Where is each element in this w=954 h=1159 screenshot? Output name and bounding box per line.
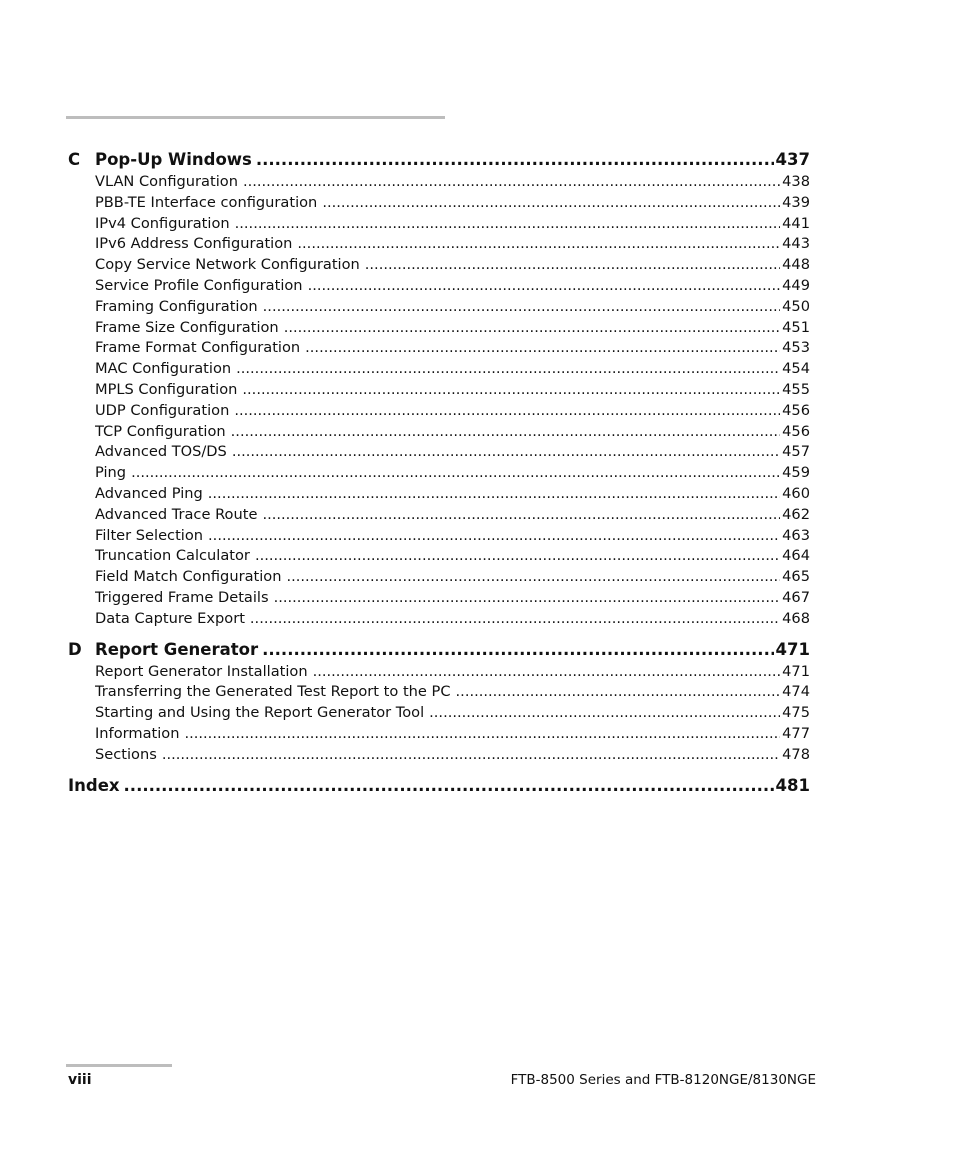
toc-entry[interactable] [95, 401, 810, 422]
dot-leader [297, 234, 780, 255]
toc-entry-title: Frame Format Configuration [95, 339, 301, 357]
toc-section-c [68, 148, 810, 630]
toc-entry-page: 441 [782, 214, 810, 232]
toc-entry-page: 453 [782, 339, 810, 357]
dot-leader [256, 148, 774, 172]
toc-entry[interactable] [95, 255, 810, 276]
toc-index-heading[interactable] [68, 774, 810, 798]
dot-leader [286, 567, 780, 588]
toc-entry[interactable] [95, 505, 810, 526]
toc-entry-page: 467 [782, 588, 810, 606]
dot-leader [234, 401, 780, 422]
dot-leader [208, 484, 780, 505]
toc-entry-page: 464 [782, 547, 810, 565]
toc-entry-title: UDP Configuration [95, 401, 230, 419]
toc-entry-title: TCP Configuration [95, 422, 226, 440]
toc-entry[interactable] [95, 234, 810, 255]
toc-entry-title: Report Generator Installation [95, 662, 308, 680]
toc-entry[interactable] [95, 588, 810, 609]
toc-entry[interactable] [95, 380, 810, 401]
toc-entry-page: 478 [782, 745, 810, 763]
toc-entry[interactable] [95, 172, 810, 193]
toc-entry-title: Information [95, 724, 180, 742]
toc-entry-title: Advanced Trace Route [95, 505, 258, 523]
toc-entry[interactable] [95, 724, 810, 745]
toc-entry-page: 456 [782, 401, 810, 419]
dot-leader [262, 638, 773, 662]
toc-index [68, 774, 810, 798]
toc-entry[interactable] [95, 442, 810, 463]
toc-entry-title: Field Match Configuration [95, 568, 282, 586]
toc-entry-title: VLAN Configuration [95, 173, 238, 190]
toc-entry[interactable] [95, 567, 810, 588]
toc-entry-title: Data Capture Export [95, 609, 245, 627]
dot-leader [284, 318, 780, 339]
toc-entry-title: PBB-TE Interface configuration [95, 193, 318, 211]
toc-entry[interactable] [95, 484, 810, 505]
toc-entry-page: 475 [782, 704, 810, 722]
toc-entry-page: 463 [782, 526, 810, 544]
dot-leader [162, 745, 780, 766]
dot-leader [232, 442, 780, 463]
toc-entry-list [68, 662, 810, 766]
dot-leader [250, 609, 780, 630]
toc-entry-page: 443 [782, 235, 810, 253]
toc-entry-page: 477 [782, 724, 810, 742]
dot-leader [208, 526, 780, 547]
toc-entry-page: 454 [782, 360, 810, 378]
toc-entry-list [68, 172, 810, 630]
toc-entry[interactable] [95, 297, 810, 318]
toc-entry-page: 468 [782, 609, 810, 627]
dot-leader [236, 359, 780, 380]
dot-leader [262, 505, 780, 526]
toc-entry[interactable] [95, 682, 810, 703]
dot-leader [429, 703, 780, 724]
toc-entry-title: Triggered Frame Details [95, 588, 269, 606]
toc-entry[interactable] [95, 662, 810, 683]
index-title: Index [68, 775, 120, 795]
toc-entry-title: Copy Service Network Configuration [95, 256, 360, 274]
index-page: 481 [775, 775, 810, 795]
toc-entry-title: Advanced Ping [95, 484, 203, 502]
dot-leader [305, 338, 780, 359]
toc-entry-title: Sections [95, 745, 157, 763]
toc-entry-page: 450 [782, 297, 810, 315]
toc-entry-page: 459 [782, 464, 810, 482]
toc-entry-page: 455 [782, 380, 810, 398]
dot-leader [313, 662, 781, 683]
toc-entry[interactable] [95, 703, 810, 724]
toc-entry-title: Starting and Using the Report Generator Tool [95, 704, 425, 722]
dot-leader [124, 774, 774, 798]
toc-section-d [68, 638, 810, 766]
toc-entry[interactable] [95, 463, 810, 484]
dot-leader [235, 214, 781, 235]
toc-entry[interactable] [95, 546, 810, 567]
toc-entry-page: 474 [782, 683, 810, 701]
toc-entry[interactable] [95, 318, 810, 339]
toc-entry-title: Advanced TOS/DS [95, 443, 227, 461]
toc-section-heading[interactable] [68, 638, 810, 662]
toc-entry-page: 448 [782, 256, 810, 274]
table-of-contents [68, 148, 810, 806]
toc-entry-title: MAC Configuration [95, 360, 232, 378]
toc-entry[interactable] [95, 745, 810, 766]
dot-leader [274, 588, 781, 609]
toc-entry-title: Framing Configuration [95, 297, 258, 315]
toc-entry-title: Frame Size Configuration [95, 318, 279, 336]
toc-entry-page: 460 [782, 484, 810, 502]
toc-entry-page: 449 [782, 276, 810, 294]
toc-entry-page: 471 [782, 662, 810, 680]
toc-entry[interactable] [95, 422, 810, 443]
footer-product-name: FTB-8500 Series and FTB-8120NGE/8130NGE [510, 1072, 816, 1088]
toc-entry-title: MPLS Configuration [95, 380, 238, 398]
toc-entry[interactable] [95, 526, 810, 547]
dot-leader [322, 193, 780, 214]
toc-entry[interactable] [95, 276, 810, 297]
dot-leader [131, 463, 780, 484]
dot-leader [184, 724, 780, 745]
section-title: Pop-Up Windows [95, 150, 252, 169]
dot-leader [263, 297, 780, 318]
toc-entry-page: 457 [782, 443, 810, 461]
section-letter: D [68, 639, 82, 659]
dot-leader [308, 276, 781, 297]
section-letter: C [68, 150, 81, 169]
toc-section-heading[interactable] [68, 148, 810, 172]
toc-entry[interactable] [95, 214, 810, 235]
toc-entry-page: 465 [782, 568, 810, 586]
toc-entry-page: 456 [782, 422, 810, 440]
toc-entry-title: Filter Selection [95, 526, 204, 544]
toc-entry[interactable] [95, 338, 810, 359]
toc-entry-page: 462 [782, 505, 810, 523]
toc-entry[interactable] [95, 609, 810, 630]
toc-entry-title: IPv6 Address Configuration [95, 235, 293, 253]
toc-entry[interactable] [95, 359, 810, 380]
dot-leader [242, 380, 780, 401]
toc-entry[interactable] [95, 193, 810, 214]
header-rule [66, 116, 445, 119]
dot-leader [365, 255, 780, 276]
section-page: 471 [775, 639, 810, 659]
footer-rule [66, 1064, 172, 1067]
toc-entry-title: IPv4 Configuration [95, 214, 230, 232]
footer-page-number: viii [68, 1072, 92, 1088]
toc-entry-page: 451 [782, 318, 810, 336]
dot-leader [456, 682, 781, 703]
toc-entry-title: Transferring the Generated Test Report to the PC [95, 683, 451, 701]
section-title: Report Generator [95, 639, 259, 659]
dot-leader [231, 422, 780, 443]
toc-entry-page: 438 [782, 173, 810, 190]
dot-leader [255, 546, 780, 567]
toc-entry-title: Service Profile Configuration [95, 276, 303, 294]
toc-entry-page: 439 [782, 193, 810, 211]
section-page: 437 [775, 150, 810, 169]
toc-entry-title: Truncation Calculator [95, 547, 250, 565]
dot-leader [243, 172, 780, 193]
toc-entry-title: Ping [95, 464, 127, 482]
